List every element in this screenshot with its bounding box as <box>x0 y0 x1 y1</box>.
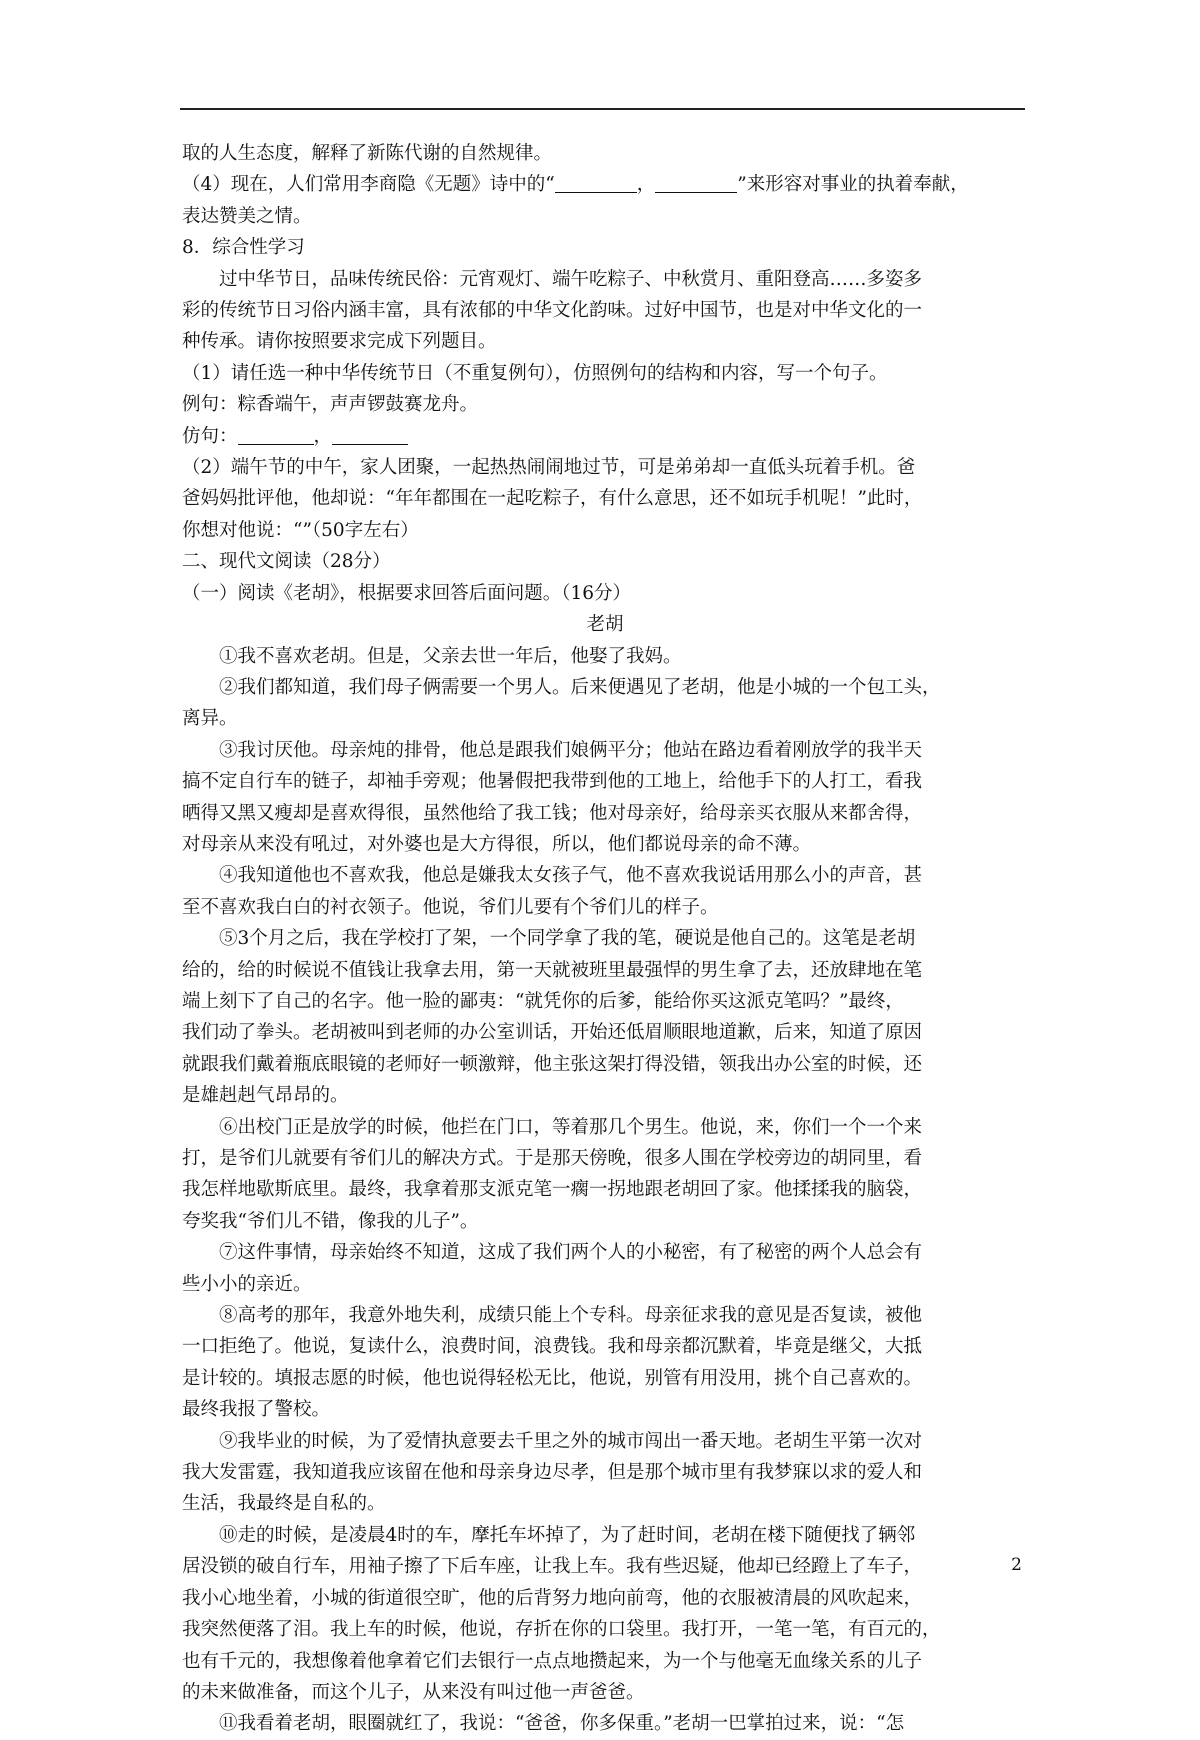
header-rule <box>180 108 1025 110</box>
article-line: 端上刻下了自己的名字。他一脸的鄙夷：“就凭你的后爹，能给你买这派克笔吗？”最终， <box>182 990 904 1012</box>
article-line: 居没锁的破自行车，用袖子擦了下后车座，让我上车。我有些迟疑，他却已经蹬上了车子， <box>182 1556 923 1578</box>
article-line: 晒得又黑又瘦却是喜欢得很，虽然他给了我工钱；他对母亲好，给母亲买衣服从来都舍得， <box>182 802 923 824</box>
article-line: 生活，我最终是自私的。 <box>182 1493 386 1515</box>
article-line: 我们动了拳头。老胡被叫到老师的办公室训话，开始还低眉顺眼地道歉，后来，知道了原因 <box>182 1022 923 1044</box>
q7-4-sep: ， <box>636 174 656 196</box>
article-line: 我怎样地歇斯底里。最终，我拿着那支派克笔一瘸一拐地跟老胡回了家。他揉揉我的脑袋， <box>182 1179 923 1201</box>
document-body <box>182 138 1028 1740</box>
article-line: ⑧高考的那年，我意外地失利，成绩只能上个专科。母亲征求我的意见是否复读，被他 <box>219 1305 923 1327</box>
article-line: ⑥出校门正是放学的时候，他拦在门口，等着那几个男生。他说，来，你们一个一个来 <box>219 1116 923 1138</box>
article-line: 一口拒绝了。他说，复读什么，浪费时间，浪费钱。我和母亲都沉默着，毕竟是继父，大抵 <box>182 1336 923 1358</box>
article-line: ①我不喜欢老胡。但是，父亲去世一年后，他娶了我妈。 <box>219 645 682 667</box>
q8-imitate <box>182 421 1028 452</box>
article-line: 打，是爷们儿就要有爷们儿的解决方式。于是那天傍晚，很多人围在学校旁边的胡同里，看 <box>182 1148 923 1169</box>
article-line: ③我讨厌他。母亲炖的排骨，他总是跟我们娘俩平分；他站在路边看着刚放学的我半天 <box>219 739 923 761</box>
article-line: ⑤3个月之后，我在学校打了架，一个同学拿了我的笔，硬说是他自己的。这笔是老胡 <box>219 928 916 950</box>
q8-sub1: （1）请任选一种中华传统节日（不重复例句），仿照例句的结构和内容，写一个句子。 <box>182 362 888 384</box>
article-line: 就跟我们戴着瓶底眼镜的老师好一顿激辩，他主张这架打得没错，领我出办公室的时候，还 <box>182 1053 923 1075</box>
article-line: 也有千元的，我想像着他拿着它们去银行一点点地攒起来，为一个与他毫无血缘关系的儿子 <box>182 1650 923 1672</box>
q8-sub2-line: 你想对他说：“”（50字左右） <box>182 519 419 541</box>
article-line: 最终我报了警校。 <box>182 1399 331 1421</box>
q8-example: 例句：粽香端午，声声锣鼓赛龙舟。 <box>182 394 479 416</box>
article-title: 老胡 <box>586 614 624 636</box>
article-line: 是计较的。填报志愿的时候，他也说得轻松无比，他说，别管有用没用，挑个自己喜欢的。 <box>182 1367 923 1389</box>
continuation-line: 取的人生态度，解释了新陈代谢的自然规律。 <box>182 143 553 164</box>
article-line: ⑦这件事情，母亲始终不知道，这成了我们两个人的小秘密，有了秘密的两个人总会有 <box>219 1242 923 1264</box>
q7-4-post: ”来形容对事业的执着奉献， <box>737 174 969 196</box>
article-line: 夸奖我“爷们儿不错，像我的儿子”。 <box>182 1210 479 1232</box>
article-line: 搞不定自行车的链子，却袖手旁观；他暑假把我带到他的工地上，给他手下的人打工，看我 <box>182 771 923 793</box>
q8-intro-line: 过中华节日，品味传统民俗：元宵观灯、端午吃粽子、中秋赏月、重阳登高……多姿多 <box>219 268 923 290</box>
article-line: ⑪我看着老胡，眼圈就红了，我说：“爸爸，你多保重。”老胡一巴掌拍过来，说：“怎 <box>219 1713 905 1735</box>
article-body <box>182 641 1028 1740</box>
imitate-sep: ， <box>313 425 333 447</box>
article-line: 对母亲从来没有吼过，对外婆也是大方得很，所以，他们都说母亲的命不薄。 <box>182 833 812 855</box>
section-2-heading: 二、现代文阅读（28分） <box>182 551 391 573</box>
article-line: 离异。 <box>182 708 238 730</box>
q8-intro-line: 种传承。请你按照要求完成下列题目。 <box>182 331 497 353</box>
article-line: 我突然便落了泪。我上车的时候，他说，存折在你的口袋里。我打开，一笔一笔，有百元的， <box>182 1619 941 1641</box>
article-line: ⑩走的时候，是凌晨4时的车，摩托车坏掉了，为了赶时间，老胡在楼下随便找了辆邻 <box>219 1524 916 1546</box>
article-line: 些小小的亲近。 <box>182 1273 312 1295</box>
article-line: ④我知道他也不喜欢我，他总是嫌我太女孩子气，他不喜欢我说话用那么小的声音，甚 <box>219 865 923 887</box>
q7-4-prefix: （4）现在，人们常用李商隐《无题》诗中的“ <box>182 174 555 196</box>
article-line: 我小心地坐着，小城的街道很空旷，他的后背努力地向前弯，他的衣服被清晨的风吹起来， <box>182 1587 923 1609</box>
article-line: 我大发雷霆，我知道我应该留在他和母亲身边尽孝，但是那个城市里有我梦寐以求的爱人和 <box>182 1462 923 1484</box>
imitate-label: 仿句： <box>182 425 238 447</box>
article-line: ⑨我毕业的时候，为了爱情执意要去千里之外的城市闯出一番天地。老胡生平第一次对 <box>219 1430 923 1452</box>
question-7-4-line2: 表达赞美之情。 <box>182 205 312 227</box>
article-line: 的未来做准备，而这个儿子，从来没有叫过他一声爸爸。 <box>182 1681 645 1703</box>
section-2-sub1: （一）阅读《老胡》，根据要求回答后面问题。（16分） <box>182 582 632 604</box>
question-8-heading: 8．综合性学习 <box>182 237 305 259</box>
article-line: 是雄赳赳气昂昂的。 <box>182 1085 349 1107</box>
answer-blank-1[interactable] <box>555 170 637 193</box>
q8-intro-line: 彩的传统节日习俗内涵丰富，具有浓郁的中华文化韵味。过好中国节，也是对中华文化的一 <box>182 300 923 322</box>
article-line: 至不喜欢我白白的衬衣领子。他说，爷们儿要有个爷们儿的样子。 <box>182 896 719 918</box>
article-line: ②我们都知道，我们母子俩需要一个男人。后来便遇见了老胡，他是小城的一个包工头， <box>219 676 941 698</box>
article-line: 给的，给的时候说不值钱让我拿去用，第一天就被班里最强悍的男生拿了去，还放肆地在笔 <box>182 959 923 981</box>
q8-sub2-line: 爸妈妈批评他，他却说：“年年都围在一起吃粽子，有什么意思，还不如玩手机呢！”此时， <box>182 488 923 510</box>
answer-blank-2[interactable] <box>655 170 737 193</box>
q8-sub2-line: （2）端午节的中午，家人团聚，一起热热闹闹地过节，可是弟弟却一直低头玩着手机。爸 <box>182 457 916 479</box>
imitate-blank-2[interactable] <box>332 422 408 445</box>
imitate-blank-1[interactable] <box>238 422 314 445</box>
page-number: 2 <box>1011 1555 1022 1575</box>
question-7-4 <box>182 169 1028 200</box>
